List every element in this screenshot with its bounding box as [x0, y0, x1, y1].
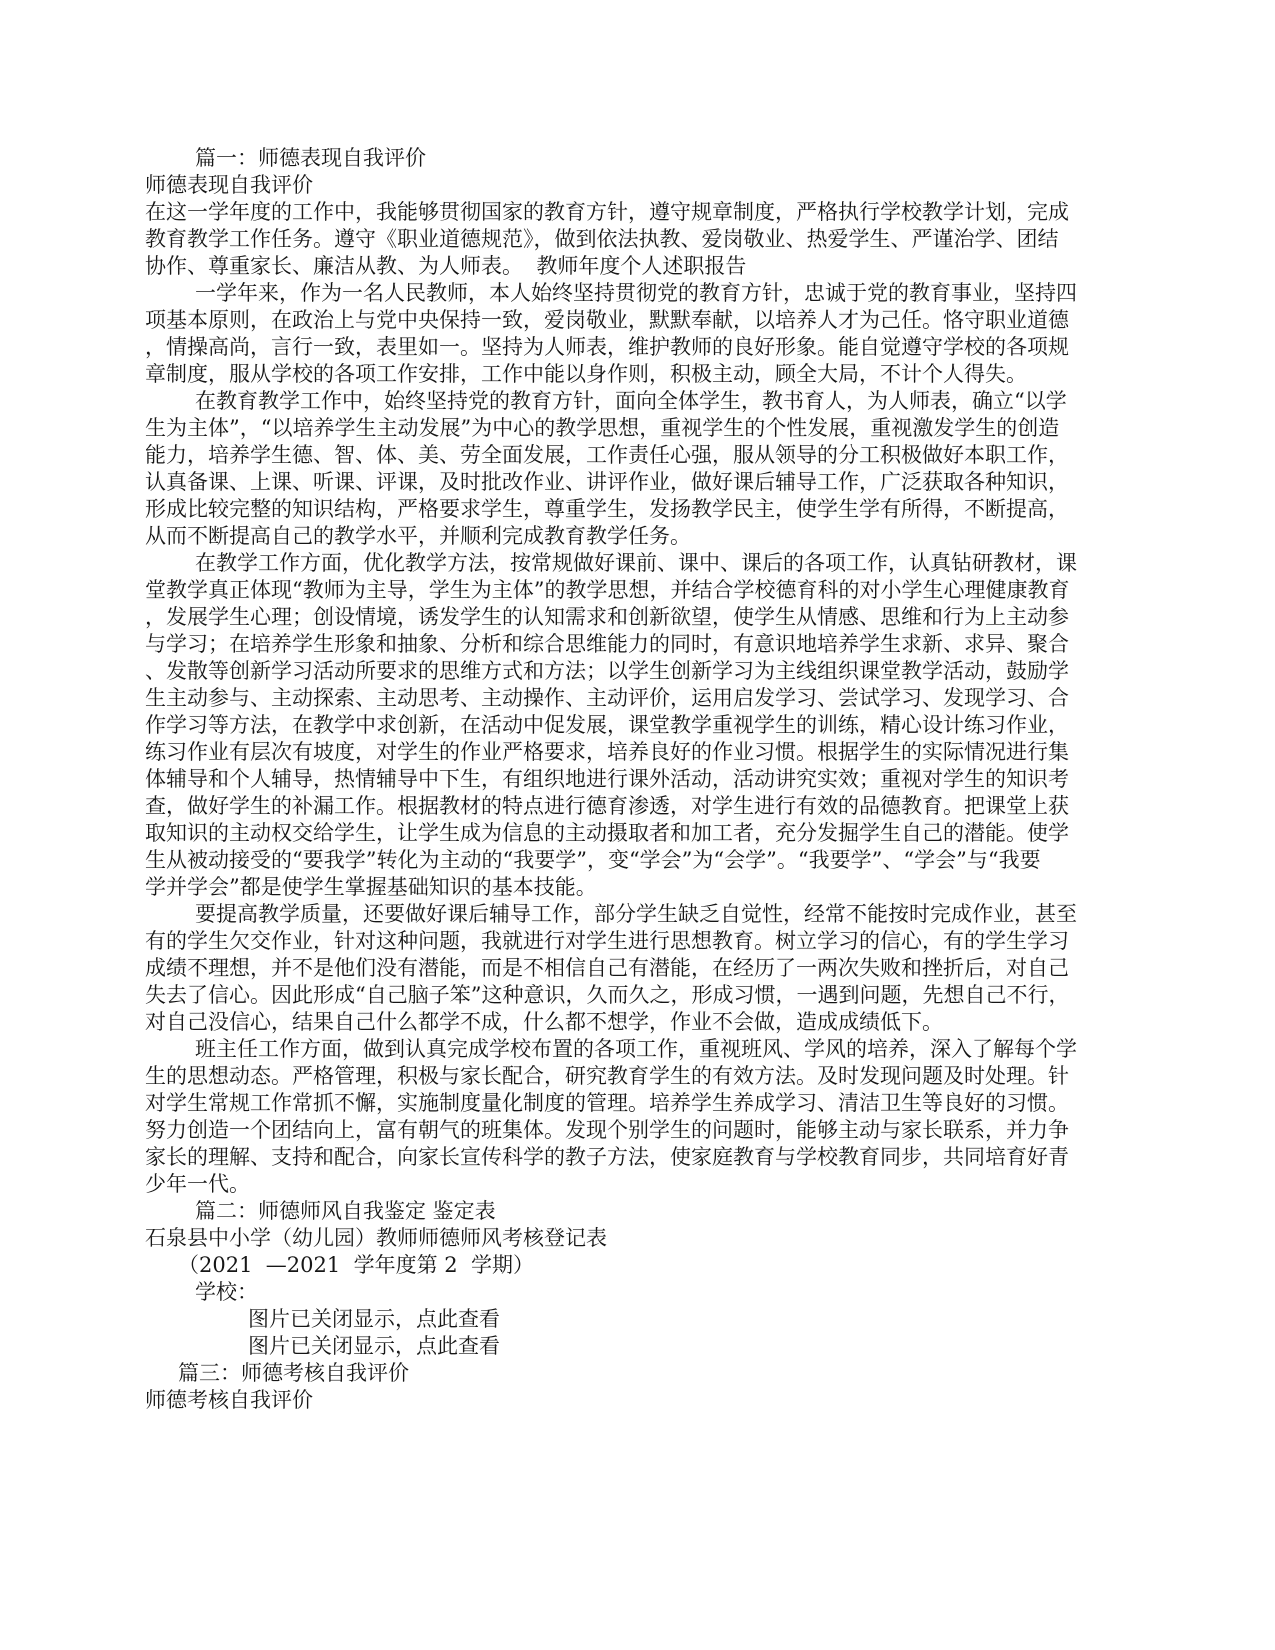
- paragraph-line: 协作、尊重家长、廉洁从教、为人师表。 教师年度个人述职报告: [145, 254, 747, 278]
- section-heading: 篇一：师德表现自我评价: [195, 146, 426, 170]
- paragraph-line: 要提高教学质量，还要做好课后辅导工作，部分学生缺乏自觉性，经常不能按时完成作业，甚至: [195, 902, 1077, 926]
- section-heading: 篇二：师德师风自我鉴定 鉴定表: [195, 1199, 496, 1223]
- paragraph-line: 、发散等创新学习活动所要求的思维方式和方法；以学生创新学习为主线组织课堂教学活动，鼓励学: [145, 659, 1069, 683]
- paragraph-line: 对自己没信心，结果自己什么都学不成，什么都不想学，作业不会做，造成成绩低下。: [145, 1010, 943, 1034]
- body-paragraph: [145, 1036, 1090, 1198]
- paragraph-line: 有的学生欠交作业，针对这种问题，我就进行对学生进行思想教育。树立学习的信心，有的学生学习: [145, 929, 1069, 953]
- section-3: [145, 1360, 1090, 1414]
- paragraph-line: 体辅导和个人辅导，热情辅导中下生，有组织地进行课外活动，活动讲究实效；重视对学生的知识考: [145, 767, 1069, 791]
- paragraph-line: ，情操高尚，言行一致，表里如一。坚持为人师表，维护教师的良好形象。能自觉遵守学校的各项规: [145, 335, 1069, 359]
- body-paragraph: [145, 901, 1090, 1036]
- paragraph-line: 取知识的主动权交给学生，让学生成为信息的主动摄取者和加工者，充分发掘学生自己的潜能。使学: [145, 821, 1069, 845]
- paragraph-line: 从而不断提高自己的教学水平，并顺利完成教育教学任务。: [145, 524, 691, 548]
- paragraph-line: 堂教学真正体现“教师为主导，学生为主体”的教学思想，并结合学校德育科的对小学生心理健康教育: [145, 578, 1070, 602]
- paragraph-line: 生的思想动态。严格管理，积极与家长配合，研究教育学生的有效方法。及时发现问题及时处理。针: [145, 1064, 1069, 1088]
- paragraph-line: 对学生常规工作常抓不懈，实施制度量化制度的管理。培养学生养成学习、清洁卫生等良好的习惯。: [145, 1091, 1069, 1115]
- paragraph-line: 学并学会”都是使学生掌握基础知识的基本技能。: [145, 875, 597, 899]
- paragraph-line: 少年一代。: [145, 1172, 250, 1196]
- section-heading: 篇三：师德考核自我评价: [178, 1361, 409, 1385]
- paragraph-line: 失去了信心。因此形成“自己脑子笨”这种意识，久而久之，形成习惯，一遇到问题，先想自己不行，: [145, 983, 1070, 1007]
- body-paragraph: [145, 388, 1090, 550]
- paragraph-line: 能力，培养学生德、智、体、美、劳全面发展，工作责任心强，服从领导的分工积极做好本职工作，: [145, 443, 1069, 467]
- document-page: [145, 145, 1090, 1414]
- paragraph-line: 生从被动接受的“要我学”转化为主动的“我要学”，变“学会”为“会学”。“我要学”、“学会”与“我要: [145, 848, 1041, 872]
- image-placeholder-link[interactable]: 图片已关闭显示，点此查看: [248, 1334, 500, 1358]
- paragraph-line: 章制度，服从学校的各项工作安排，工作中能以身作则，积极主动，顾全大局，不计个人得失。: [145, 362, 1027, 386]
- intro-paragraph: [145, 199, 1090, 280]
- paragraph-line: 班主任工作方面，做到认真完成学校布置的各项工作，重视班风、学风的培养，深入了解每个学: [195, 1037, 1077, 1061]
- paragraph-line: 生主动参与、主动探索、主动思考、主动操作、主动评价，运用启发学习、尝试学习、发现学习、合: [145, 686, 1069, 710]
- paragraph-line: 生为主体”，“以培养学生主动发展”为中心的教学思想，重视学生的个性发展，重视激发学生的创造: [145, 416, 1060, 440]
- term-line: （2021 —2021 学年度第 2 学期）: [178, 1253, 534, 1277]
- school-label: 学校：: [195, 1280, 258, 1304]
- paragraph-line: 一学年来，作为一名人民教师，本人始终坚持贯彻党的教育方针，忠诚于党的教育事业，坚持四: [195, 281, 1077, 305]
- paragraph-line: 形成比较完整的知识结构，严格要求学生，尊重学生，发扬教学民主，使学生学有所得，不断提高，: [145, 497, 1069, 521]
- body-paragraph: [145, 550, 1090, 901]
- section-1: [145, 145, 1090, 1198]
- paragraph-line: 在这一学年度的工作中，我能够贯彻国家的教育方针，遵守规章制度，严格执行学校教学计划，完成: [145, 200, 1069, 224]
- paragraph-line: ，发展学生心理；创设情境，诱发学生的认知需求和创新欲望，使学生从情感、思维和行为上主动参: [145, 605, 1069, 629]
- paragraph-line: 成绩不理想，并不是他们没有潜能，而是不相信自己有潜能，在经历了一两次失败和挫折后，对自己: [145, 956, 1069, 980]
- paragraph-line: 认真备课、上课、听课、评课，及时批改作业、讲评作业，做好课后辅导工作，广泛获取各种知识，: [145, 470, 1069, 494]
- body-paragraph: [145, 280, 1090, 388]
- paragraph-line: 家长的理解、支持和配合，向家长宣传科学的教子方法，使家庭教育与学校教育同步，共同培育好青: [145, 1145, 1069, 1169]
- paragraph-line: 努力创造一个团结向上，富有朝气的班集体。发现个别学生的问题时，能够主动与家长联系，并力争: [145, 1118, 1069, 1142]
- image-placeholder-link[interactable]: 图片已关闭显示，点此查看: [248, 1307, 500, 1331]
- section-title: 师德考核自我评价: [145, 1388, 313, 1412]
- section-title: 师德表现自我评价: [145, 173, 313, 197]
- section-2: [145, 1198, 1090, 1360]
- paragraph-line: 与学习；在培养学生形象和抽象、分析和综合思维能力的同时，有意识地培养学生求新、求异、聚合: [145, 632, 1069, 656]
- paragraph-line: 练习作业有层次有坡度，对学生的作业严格要求，培养良好的作业习惯。根据学生的实际情况进行集: [145, 740, 1069, 764]
- paragraph-line: 在教育教学工作中，始终坚持党的教育方针，面向全体学生，教书育人，为人师表，确立“以学: [195, 389, 1067, 413]
- paragraph-line: 教育教学工作任务。遵守《职业道德规范》，做到依法执教、爱岗敬业、热爱学生、严谨治学、团结: [145, 227, 1059, 251]
- paragraph-line: 在教学工作方面，优化教学方法，按常规做好课前、课中、课后的各项工作，认真钻研教材，课: [195, 551, 1077, 575]
- paragraph-line: 项基本原则，在政治上与党中央保持一致，爱岗敬业，默默奉献，以培养人才为己任。恪守职业道德: [145, 308, 1069, 332]
- paragraph-line: 查，做好学生的补漏工作。根据教材的特点进行德育渗透，对学生进行有效的品德教育。把课堂上获: [145, 794, 1069, 818]
- form-title: 石泉县中小学（幼儿园）教师师德师风考核登记表: [145, 1226, 607, 1250]
- paragraph-line: 作学习等方法，在教学中求创新，在活动中促发展，课堂教学重视学生的训练，精心设计练习作业，: [145, 713, 1069, 737]
